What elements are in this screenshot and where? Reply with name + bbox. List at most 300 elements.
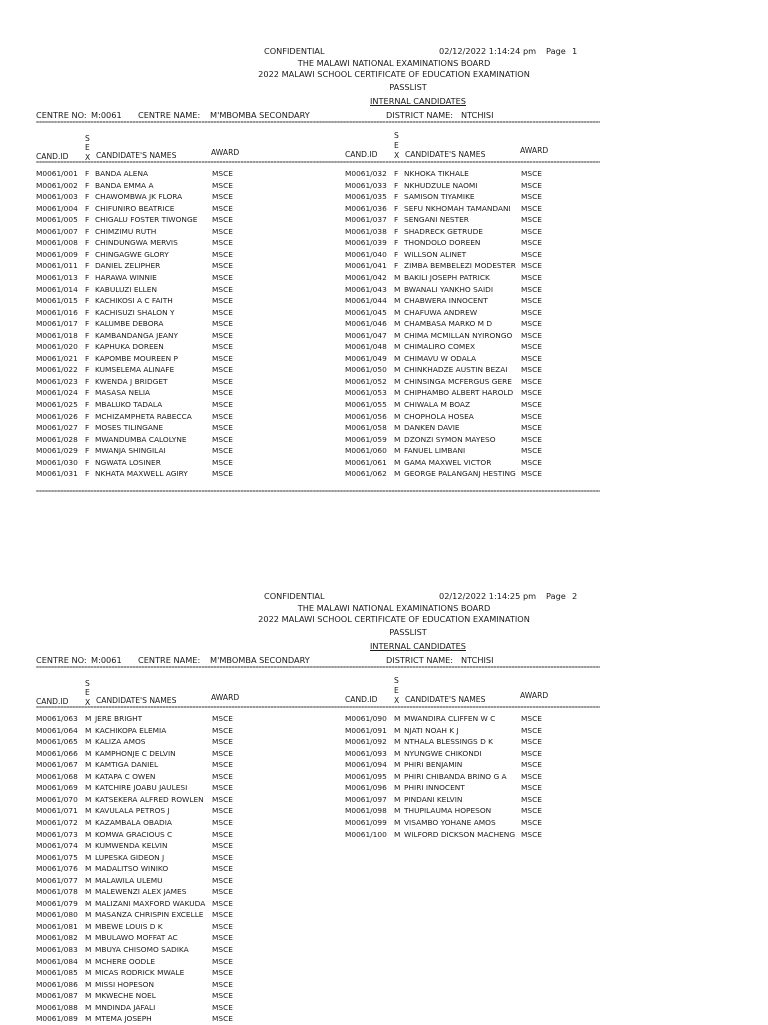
cand-id-cell: M0061/025	[36, 400, 78, 409]
sex-cell: M	[394, 307, 401, 317]
sex-cell: F	[85, 226, 90, 236]
cand-id-cell: M0061/089	[36, 1014, 78, 1024]
name-cell: MNDINDA JAFALI	[95, 1002, 156, 1012]
cand-id-cell: M0061/087	[36, 991, 78, 1001]
name-cell: ZIMBA BEMBELEZI MODESTER	[404, 261, 516, 271]
award-cell: MSCE	[521, 817, 542, 827]
award-cell: MSCE	[212, 921, 233, 931]
sex-cell: F	[85, 469, 90, 479]
award-cell: MSCE	[521, 434, 542, 444]
award-cell: MSCE	[521, 272, 542, 282]
sex-cell: F	[85, 261, 90, 271]
col-cand-id: CAND.ID	[345, 695, 378, 704]
sex-cell: M	[85, 725, 92, 735]
award-cell: MSCE	[212, 725, 233, 735]
cand-id-cell: M0061/035	[345, 192, 387, 202]
col-sex-x: X	[394, 696, 400, 705]
cand-id-cell: M0061/026	[36, 411, 78, 421]
cand-id-cell: M0061/038	[345, 226, 387, 236]
centre-no: M:0061	[91, 655, 122, 665]
sex-cell: M	[394, 469, 401, 479]
cand-id-cell: M0061/017	[36, 319, 78, 329]
sex-cell: F	[394, 192, 399, 202]
name-cell: MASANZA CHRISPIN EXCELLE	[95, 910, 204, 920]
name-cell: KAPOMBE MOUREEN P	[95, 353, 178, 363]
name-cell: KAMPHONJE C DELVIN	[95, 748, 176, 758]
cand-id-cell: M0061/007	[36, 226, 78, 236]
sex-cell: M	[394, 457, 401, 467]
cand-id-cell: M0061/055	[345, 400, 387, 409]
cand-id-cell: M0061/001	[36, 169, 78, 178]
cand-id-cell: M0061/079	[36, 898, 78, 908]
cand-id-cell: M0061/020	[36, 342, 78, 352]
sex-cell: F	[85, 353, 90, 363]
name-cell: CHINDUNGWA MERVIS	[95, 238, 178, 248]
name-cell: KATSEKERA ALFRED ROWLEN	[95, 794, 204, 804]
sex-cell: M	[394, 342, 401, 352]
col-award: AWARD	[211, 693, 240, 702]
cand-id-cell: M0061/068	[36, 771, 78, 781]
name-cell: SAMISON TIYAMIKE	[404, 192, 475, 202]
sex-cell: M	[85, 945, 92, 954]
award-cell: MSCE	[212, 330, 233, 340]
sex-cell: M	[394, 760, 401, 770]
name-cell: KUMSELEMA ALINAFE	[95, 365, 175, 375]
board-title: THE MALAWI NATIONAL EXAMINATIONS BOARD	[297, 58, 491, 68]
sex-cell: F	[85, 307, 90, 317]
sex-cell: M	[85, 829, 92, 839]
cand-id-cell: M0061/029	[36, 446, 78, 456]
award-cell: MSCE	[212, 272, 233, 282]
sex-cell: M	[394, 330, 401, 340]
award-cell: MSCE	[212, 956, 233, 966]
name-cell: CHOPHOLA HOSEA	[404, 411, 474, 421]
divider	[36, 489, 600, 495]
cand-id-cell: M0061/053	[345, 388, 387, 398]
name-cell: KOMWA GRACIOUS C	[95, 829, 173, 839]
name-cell: MALAWILA ULEMU	[95, 875, 163, 885]
divider	[36, 160, 600, 166]
cand-id-cell: M0061/074	[36, 841, 78, 851]
name-cell: KWENDA J BRIDGET	[95, 376, 168, 386]
award-cell: MSCE	[212, 714, 233, 723]
sex-cell: M	[394, 725, 401, 735]
name-cell: MWANDUMBA CALOLYNE	[95, 434, 187, 444]
award-cell: MSCE	[212, 933, 233, 943]
name-cell: MADALITSO WINIKO	[95, 864, 169, 874]
cand-id-cell: M0061/047	[345, 330, 387, 340]
sex-cell: M	[394, 446, 401, 456]
cand-id-cell: M0061/043	[345, 284, 387, 294]
timestamp: 02/12/2022 1:14:25 pm	[439, 591, 537, 601]
cand-id-cell: M0061/069	[36, 783, 78, 793]
name-cell: BANDA ALENA	[95, 169, 149, 178]
sex-cell: M	[85, 817, 92, 827]
cand-id-cell: M0061/037	[345, 215, 387, 225]
col-names: CANDIDATE'S NAMES	[96, 696, 177, 705]
sex-cell: M	[85, 968, 92, 978]
sex-cell: F	[85, 238, 90, 248]
sex-cell: F	[85, 296, 90, 306]
award-cell: MSCE	[212, 783, 233, 793]
award-cell: MSCE	[212, 887, 233, 897]
sex-cell: M	[394, 771, 401, 781]
sex-cell: M	[85, 771, 92, 781]
award-cell: MSCE	[521, 330, 542, 340]
award-cell: MSCE	[212, 829, 233, 839]
sex-cell: F	[394, 203, 399, 213]
sex-cell: M	[85, 991, 92, 1001]
cand-id-cell: M0061/099	[345, 817, 387, 827]
cand-id-cell: M0061/044	[345, 296, 387, 306]
cand-id-cell: M0061/049	[345, 353, 387, 363]
col-cand-id: CAND.ID	[345, 150, 378, 159]
cand-id-cell: M0061/088	[36, 1002, 78, 1012]
divider	[36, 705, 600, 711]
name-cell: DZONZI SYMON MAYESO	[404, 434, 496, 444]
sex-cell: M	[394, 434, 401, 444]
sex-cell: M	[394, 423, 401, 433]
sex-cell: F	[394, 261, 399, 271]
name-cell: WILFORD DICKSON MACHENG	[404, 829, 516, 839]
award-cell: MSCE	[212, 841, 233, 851]
centre-no: M:0061	[91, 110, 122, 120]
exam-title: 2022 MALAWI SCHOOL CERTIFICATE OF EDUCATION EXAMINATION	[258, 614, 530, 624]
sex-cell: M	[85, 1014, 92, 1024]
name-cell: JERE BRIGHT	[95, 714, 143, 723]
sex-cell: F	[394, 180, 399, 190]
sex-cell: F	[85, 423, 90, 433]
name-cell: MBEWE LOUIS D K	[95, 921, 163, 931]
cand-id-cell: M0061/004	[36, 203, 78, 213]
award-cell: MSCE	[212, 365, 233, 375]
cand-id-cell: M0061/091	[345, 725, 387, 735]
name-cell: CHIMA MCMILLAN NYIRONGO	[404, 330, 513, 340]
col-sex-e: E	[394, 141, 399, 150]
cand-id-cell: M0061/085	[36, 968, 78, 978]
name-cell: KAZAMBALA OBADIA	[95, 817, 172, 827]
name-cell: KALIZA AMOS	[95, 737, 146, 747]
confidential-label: CONFIDENTIAL	[264, 46, 325, 56]
award-cell: MSCE	[212, 296, 233, 306]
sex-cell: F	[85, 249, 90, 259]
cand-id-cell: M0061/036	[345, 203, 387, 213]
name-cell: CHAMBASA MARKO M D	[404, 319, 493, 329]
award-cell: MSCE	[212, 852, 233, 862]
cand-id-cell: M0061/086	[36, 979, 78, 989]
award-cell: MSCE	[521, 215, 542, 225]
sex-cell: M	[394, 817, 401, 827]
name-cell: MWANJA SHINGILAI	[95, 446, 166, 456]
sex-cell: M	[394, 284, 401, 294]
award-cell: MSCE	[212, 1014, 233, 1024]
name-cell: MALEWENZI ALEX JAMES	[95, 887, 187, 897]
sex-cell: F	[85, 388, 90, 398]
cand-id-cell: M0061/022	[36, 365, 78, 375]
name-cell: DANIEL ZELIPHER	[95, 261, 161, 271]
sex-cell: F	[394, 215, 399, 225]
col-cand-id: CAND.ID	[36, 697, 69, 706]
cand-id-cell: M0061/052	[345, 376, 387, 386]
cand-id-cell: M0061/059	[345, 434, 387, 444]
name-cell: MTEMA JOSEPH	[95, 1014, 152, 1024]
award-cell: MSCE	[212, 968, 233, 978]
sex-cell: M	[394, 737, 401, 747]
name-cell: BWANALI YANKHO SAIDI	[404, 284, 494, 294]
award-cell: MSCE	[212, 180, 233, 190]
cand-id-cell: M0061/028	[36, 434, 78, 444]
award-cell: MSCE	[212, 376, 233, 386]
name-cell: MBALUKO TADALA	[95, 400, 163, 409]
name-cell: MOSES TILINGANE	[95, 423, 164, 433]
cand-id-cell: M0061/067	[36, 760, 78, 770]
award-cell: MSCE	[212, 737, 233, 747]
cand-id-cell: M0061/082	[36, 933, 78, 943]
sex-cell: M	[394, 272, 401, 282]
centre-name-label: CENTRE NAME:	[138, 110, 201, 120]
name-cell: CHIPHAMBO ALBERT HAROLD	[404, 388, 514, 398]
passlist-title: PASSLIST	[389, 82, 427, 92]
sex-cell: F	[394, 249, 399, 259]
district-label: DISTRICT NAME:	[386, 655, 454, 665]
cand-id-cell: M0061/050	[345, 365, 387, 375]
sex-cell: M	[394, 714, 401, 723]
cand-id-cell: M0061/013	[36, 272, 78, 282]
name-cell: NKHUDZULE NAOMI	[404, 180, 478, 190]
internal-candidates-title: INTERNAL CANDIDATES	[370, 96, 466, 106]
col-sex-e: E	[85, 688, 90, 697]
award-cell: MSCE	[212, 945, 233, 954]
cand-id-cell: M0061/097	[345, 794, 387, 804]
sex-cell: M	[85, 783, 92, 793]
sex-cell: M	[394, 365, 401, 375]
award-cell: MSCE	[212, 353, 233, 363]
cand-id-cell: M0061/046	[345, 319, 387, 329]
name-cell: CHAFUWA ANDREW	[404, 307, 478, 317]
page-label: Page	[546, 46, 566, 56]
name-cell: KACHIKOPA ELEMIA	[95, 725, 167, 735]
sex-cell: F	[85, 180, 90, 190]
cand-id-cell: M0061/094	[345, 760, 387, 770]
cand-id-cell: M0061/018	[36, 330, 78, 340]
col-sex-s: S	[85, 134, 90, 143]
sex-cell: M	[85, 979, 92, 989]
award-cell: MSCE	[212, 400, 233, 409]
cand-id-cell: M0061/008	[36, 238, 78, 248]
sex-cell: M	[85, 806, 92, 816]
name-cell: GAMA MAXWEL VICTOR	[404, 457, 492, 467]
award-cell: MSCE	[212, 423, 233, 433]
name-cell: CHAWOMBWA JK FLORA	[95, 192, 183, 202]
name-cell: KACHIKOSI A C FAITH	[95, 296, 173, 306]
sex-cell: M	[394, 388, 401, 398]
sex-cell: M	[85, 760, 92, 770]
name-cell: GEORGE PALANGANJ HESTING	[404, 469, 516, 479]
cand-id-cell: M0061/002	[36, 180, 78, 190]
cand-id-cell: M0061/080	[36, 910, 78, 920]
centre-no-label: CENTRE NO:	[36, 110, 87, 120]
award-cell: MSCE	[212, 249, 233, 259]
name-cell: SEFU NKHOMAH TAMANDANI	[404, 203, 511, 213]
col-award: AWARD	[211, 148, 240, 157]
award-cell: MSCE	[212, 446, 233, 456]
cand-id-cell: M0061/031	[36, 469, 78, 479]
cand-id-cell: M0061/041	[345, 261, 387, 271]
sex-cell: F	[394, 238, 399, 248]
sex-cell: F	[85, 330, 90, 340]
name-cell: WILLSON ALINET	[404, 249, 467, 259]
award-cell: MSCE	[212, 864, 233, 874]
sex-cell: M	[394, 411, 401, 421]
award-cell: MSCE	[521, 783, 542, 793]
name-cell: SENGANI NESTER	[404, 215, 469, 225]
sex-cell: F	[85, 319, 90, 329]
award-cell: MSCE	[212, 238, 233, 248]
award-cell: MSCE	[521, 365, 542, 375]
sex-cell: M	[85, 933, 92, 943]
award-cell: MSCE	[521, 284, 542, 294]
name-cell: CHIGALU FOSTER TIWONGE	[95, 215, 198, 225]
award-cell: MSCE	[521, 771, 542, 781]
cand-id-cell: M0061/065	[36, 737, 78, 747]
cand-id-cell: M0061/096	[345, 783, 387, 793]
award-cell: MSCE	[521, 353, 542, 363]
name-cell: MBULAWO MOFFAT AC	[95, 933, 178, 943]
award-cell: MSCE	[212, 342, 233, 352]
name-cell: BAKILI JOSEPH PATRICK	[404, 272, 490, 282]
name-cell: VISAMBO YOHANE AMOS	[404, 817, 496, 827]
confidential-label: CONFIDENTIAL	[264, 591, 325, 601]
cand-id-cell: M0061/040	[345, 249, 387, 259]
name-cell: MKWECHE NOEL	[95, 991, 156, 1001]
award-cell: MSCE	[212, 771, 233, 781]
award-cell: MSCE	[212, 411, 233, 421]
name-cell: KATCHIRE JOABU JAULESI	[95, 783, 188, 793]
col-sex-e: E	[85, 143, 90, 152]
district-label: DISTRICT NAME:	[386, 110, 454, 120]
award-cell: MSCE	[521, 296, 542, 306]
award-cell: MSCE	[212, 910, 233, 920]
name-cell: MCHERE OODLE	[95, 956, 156, 966]
name-cell: SHADRECK GETRUDE	[404, 226, 483, 236]
name-cell: CHABWERA INNOCENT	[404, 296, 488, 306]
sex-cell: M	[394, 376, 401, 386]
sex-cell: M	[85, 956, 92, 966]
name-cell: CHINKHADZE AUSTIN BEZAI	[404, 365, 508, 375]
col-sex-s: S	[394, 131, 399, 140]
award-cell: MSCE	[212, 469, 233, 479]
award-cell: MSCE	[212, 226, 233, 236]
award-cell: MSCE	[521, 180, 542, 190]
name-cell: KAVULALA PETROS J	[95, 806, 170, 816]
name-cell: NKHATA MAXWELL AGIRY	[95, 469, 188, 479]
col-names: CANDIDATE'S NAMES	[96, 151, 177, 160]
sex-cell: M	[85, 921, 92, 931]
sex-cell: F	[85, 215, 90, 225]
name-cell: PHIRI BENJAMIN	[404, 760, 463, 770]
award-cell: MSCE	[521, 714, 542, 723]
award-cell: MSCE	[521, 203, 542, 213]
sex-cell: M	[85, 841, 92, 851]
name-cell: MICAS RODRICK MWALE	[95, 968, 185, 978]
name-cell: PHIRI CHIBANDA BRINO G A	[404, 771, 507, 781]
sex-cell: F	[85, 411, 90, 421]
award-cell: MSCE	[212, 748, 233, 758]
centre-name: M'MBOMBA SECONDARY	[210, 110, 310, 120]
name-cell: NKHOKA TIKHALE	[404, 169, 469, 178]
cand-id-cell: M0061/100	[345, 829, 387, 839]
sex-cell: M	[85, 714, 92, 723]
cand-id-cell: M0061/016	[36, 307, 78, 317]
cand-id-cell: M0061/058	[345, 423, 387, 433]
award-cell: MSCE	[212, 284, 233, 294]
sex-cell: F	[85, 434, 90, 444]
col-sex-s: S	[394, 676, 399, 685]
award-cell: MSCE	[521, 411, 542, 421]
award-cell: MSCE	[521, 725, 542, 735]
sex-cell: M	[394, 748, 401, 758]
award-cell: MSCE	[212, 388, 233, 398]
cand-id-cell: M0061/062	[345, 469, 387, 479]
cand-id-cell: M0061/075	[36, 852, 78, 862]
award-cell: MSCE	[212, 203, 233, 213]
award-cell: MSCE	[212, 979, 233, 989]
internal-candidates-title: INTERNAL CANDIDATES	[370, 641, 466, 651]
name-cell: KUMWENDA KELVIN	[95, 841, 168, 851]
sex-cell: M	[394, 319, 401, 329]
award-cell: MSCE	[521, 319, 542, 329]
name-cell: CHIMALIRO COMEX	[404, 342, 476, 352]
name-cell: HARAWA WINNIE	[95, 272, 157, 282]
cand-id-cell: M0061/073	[36, 829, 78, 839]
cand-id-cell: M0061/005	[36, 215, 78, 225]
award-cell: MSCE	[212, 169, 233, 178]
sex-cell: M	[85, 864, 92, 874]
sex-cell: M	[394, 296, 401, 306]
col-sex-e: E	[394, 686, 399, 695]
col-sex-x: X	[394, 151, 400, 160]
award-cell: MSCE	[212, 794, 233, 804]
name-cell: MISSI HOPESON	[95, 979, 155, 989]
sex-cell: M	[85, 887, 92, 897]
name-cell: CHIMZIMU RUTH	[95, 226, 157, 236]
divider	[36, 120, 600, 126]
cand-id-cell: M0061/048	[345, 342, 387, 352]
cand-id-cell: M0061/090	[345, 714, 387, 723]
col-award: AWARD	[520, 691, 549, 700]
sex-cell: F	[85, 365, 90, 375]
award-cell: MSCE	[212, 434, 233, 444]
name-cell: BANDA EMMA A	[95, 180, 154, 190]
name-cell: KALUMBE DEBORA	[95, 319, 164, 329]
sex-cell: F	[85, 457, 90, 467]
sex-cell: M	[394, 400, 401, 409]
name-cell: MWANDIRA CLIFFEN W C	[404, 714, 496, 723]
cand-id-cell: M0061/092	[345, 737, 387, 747]
cand-id-cell: M0061/039	[345, 238, 387, 248]
sex-cell: F	[85, 446, 90, 456]
award-cell: MSCE	[521, 226, 542, 236]
sex-cell: F	[85, 400, 90, 409]
sex-cell: F	[85, 376, 90, 386]
name-cell: KAMBANDANGA JEANY	[95, 330, 179, 340]
award-cell: MSCE	[212, 457, 233, 467]
award-cell: MSCE	[521, 829, 542, 839]
name-cell: KATAPA C OWEN	[95, 771, 156, 781]
sex-cell: F	[85, 272, 90, 282]
name-cell: CHIFUNIRO BEATRICE	[95, 203, 175, 213]
name-cell: MCHIZAMPHETA RABECCA	[95, 411, 192, 421]
